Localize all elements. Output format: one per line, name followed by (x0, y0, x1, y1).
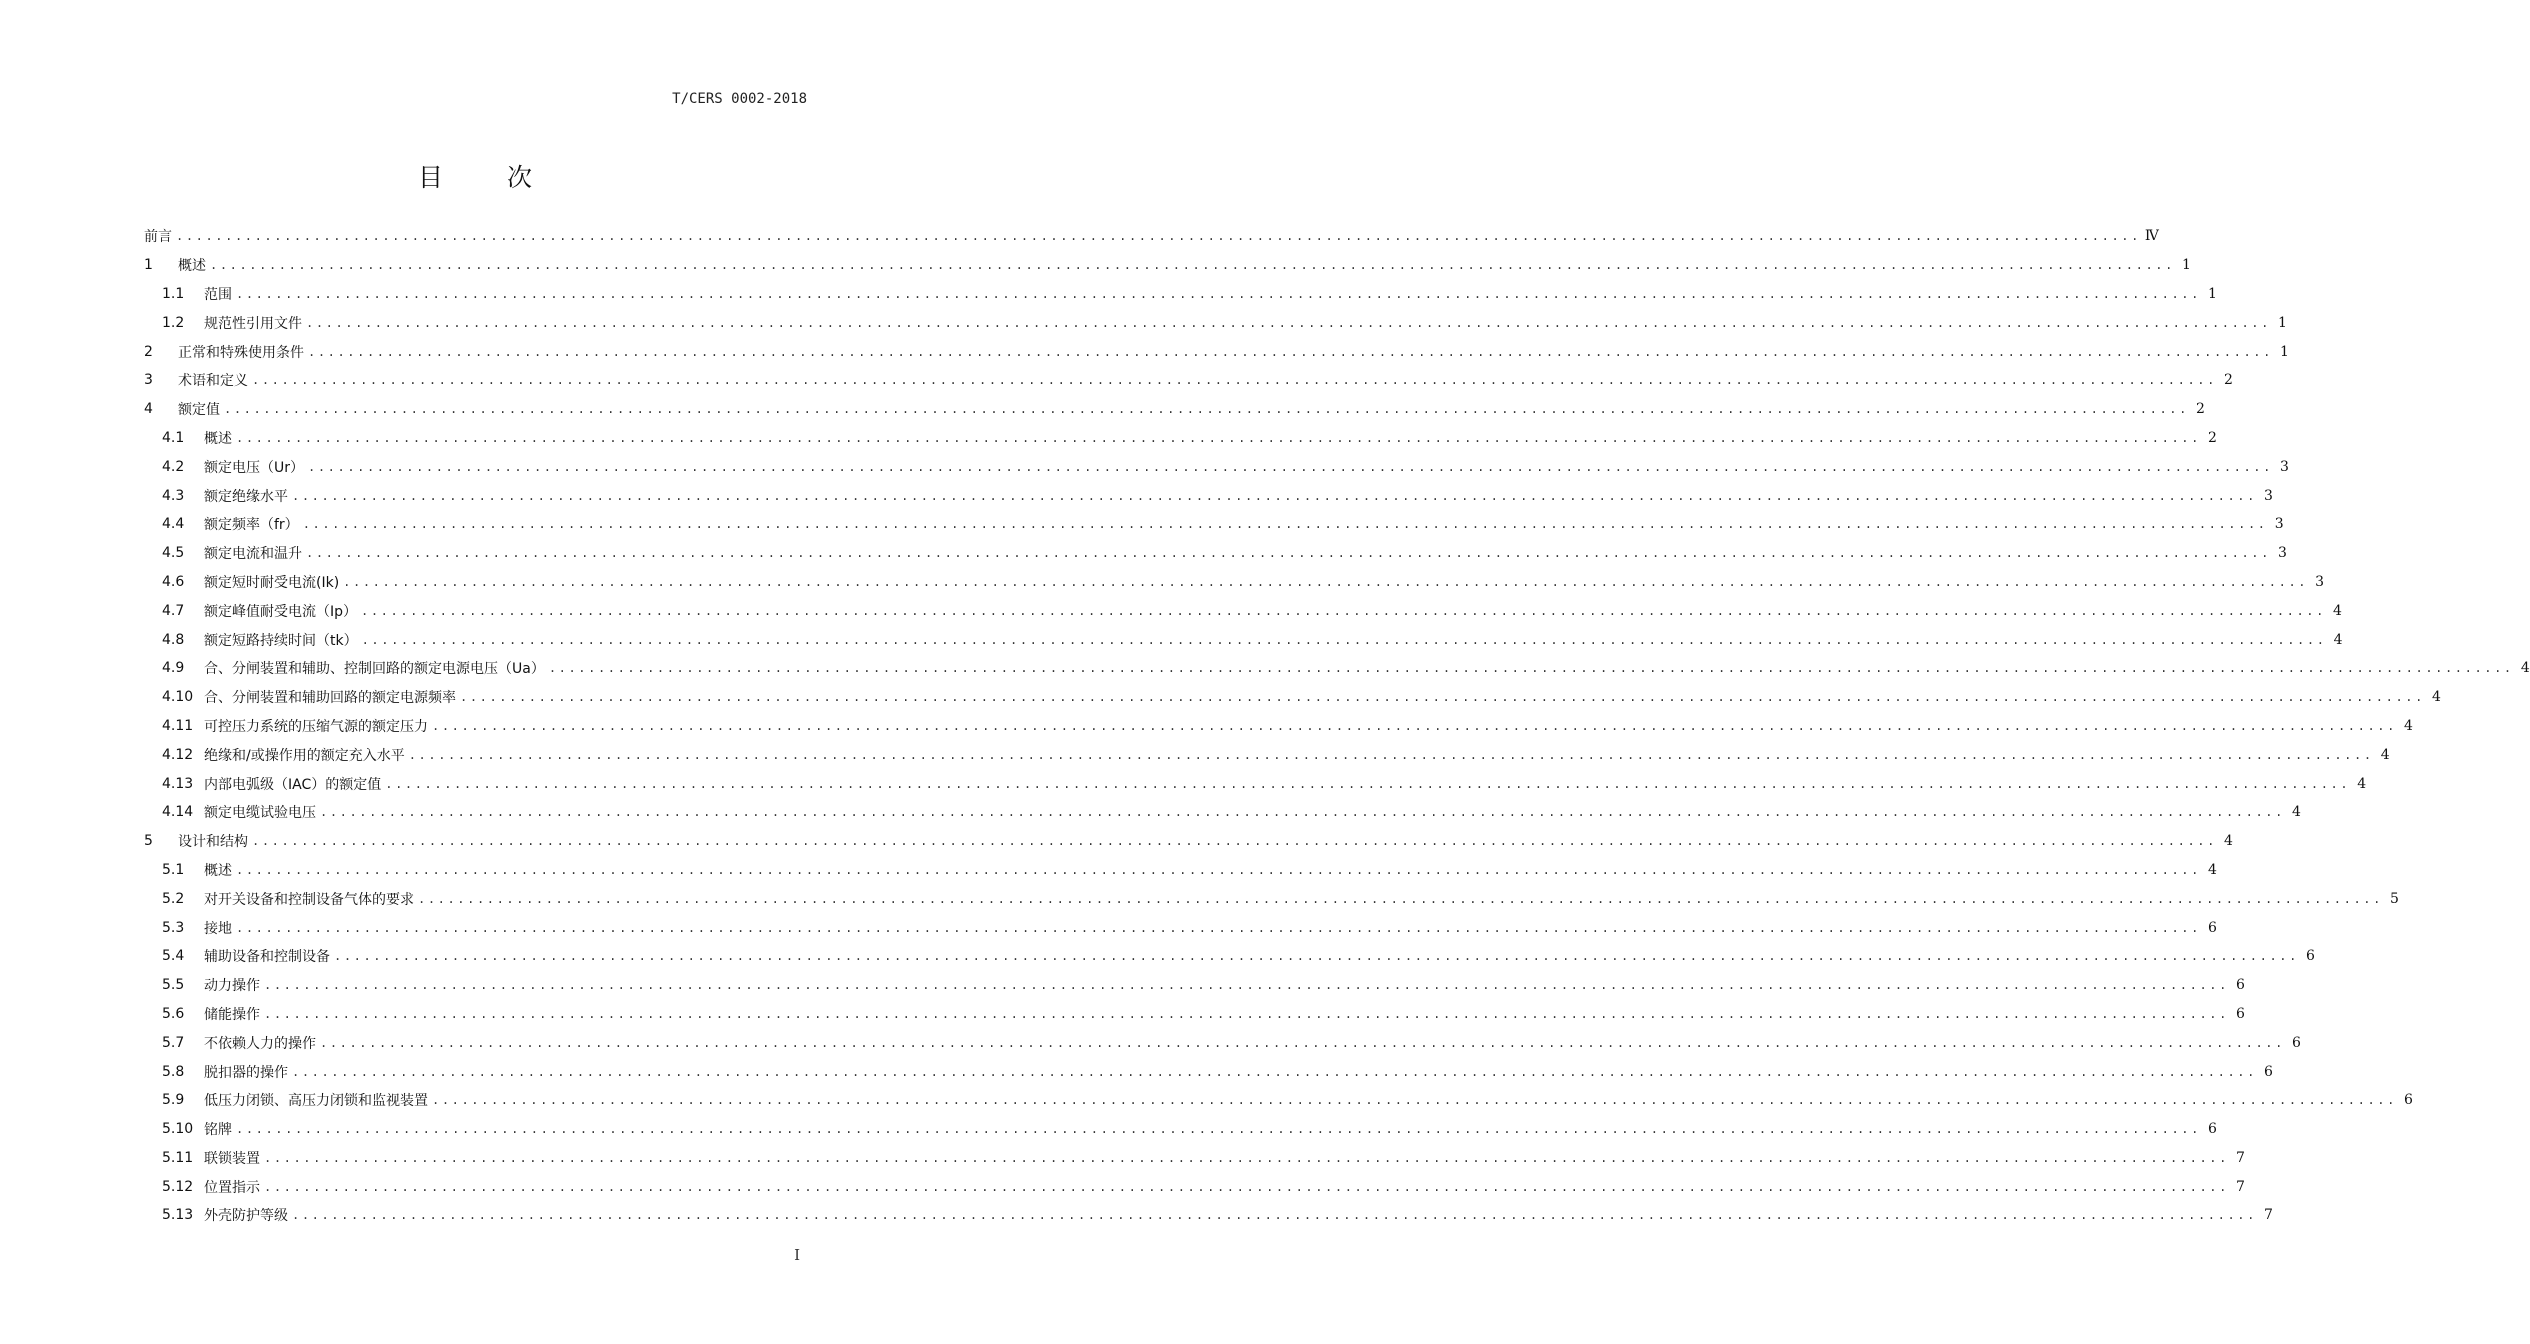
toc-entry-title: 额定峰值耐受电流（Ip） (204, 603, 358, 620)
footer-page-number: I (794, 1246, 800, 1264)
toc-entry-number: 4.1 (162, 429, 185, 446)
toc-leader-dots: ........................................................................................................................................................................................................ (264, 1179, 2229, 1194)
toc-entry[interactable] (144, 683, 2441, 712)
toc-entry[interactable] (144, 1201, 2273, 1230)
toc-entry-title: 概述 (178, 258, 206, 275)
toc-entry[interactable] (144, 596, 2342, 625)
toc-entry-title: 术语和定义 (178, 373, 248, 390)
toc-entry-number: 5.2 (162, 890, 185, 907)
toc-entry[interactable] (144, 769, 2367, 798)
toc-entry-number: 4.2 (162, 458, 185, 475)
toc-entry[interactable] (144, 568, 2325, 597)
toc-leader-dots: ........................................................................................................................................................................................................ (176, 229, 2141, 244)
toc-entry-title: 概述 (204, 430, 232, 447)
toc-entry[interactable] (144, 942, 2315, 971)
toc-entry-number: 5 (144, 833, 153, 850)
toc-entry[interactable] (144, 539, 2287, 568)
toc-entry-title: 可控压力系统的压缩气源的额定压力 (204, 718, 428, 735)
toc-entry[interactable] (144, 1144, 2245, 1173)
toc-entry[interactable] (144, 452, 2289, 481)
toc-leader-dots: ........................................................................................................................................................................................................ (236, 1122, 2201, 1137)
toc-entry-page: 4 (2380, 746, 2390, 763)
toc-entry[interactable] (144, 625, 2343, 654)
toc-leader-dots: ........................................................................................................................................................................................................ (320, 1035, 2285, 1050)
toc-entry-page: 6 (2264, 1063, 2273, 1080)
toc-leader-dots: ........................................................................................................................................................................................................ (343, 574, 2309, 589)
toc-entry-page: 3 (2315, 573, 2325, 590)
toc-entry[interactable] (144, 308, 2287, 337)
toc-leader-dots: ........................................................................................................................................................................................................ (236, 286, 2201, 301)
toc-entry-title: 合、分闸装置和辅助、控制回路的额定电源电压（Ua） (204, 661, 545, 678)
toc-entry-page: 4 (2432, 689, 2441, 706)
toc-entry[interactable] (144, 1000, 2245, 1029)
toc-entry-page: 3 (2280, 458, 2289, 475)
toc-leader-dots: ........................................................................................................................................................................................................ (460, 690, 2425, 705)
toc-leader-dots: ........................................................................................................................................................................................................ (236, 430, 2201, 445)
toc-entry-page: 6 (2208, 919, 2217, 936)
toc-leader-dots: ........................................................................................................................................................................................................ (292, 488, 2257, 503)
toc-entry-title: 范围 (204, 286, 232, 303)
toc-entry[interactable] (144, 1086, 2413, 1115)
toc-entry-page: 6 (2404, 1092, 2413, 1109)
toc-entry[interactable] (144, 510, 2284, 539)
toc-leader-dots: ........................................................................................................................................................................................................ (548, 661, 2514, 676)
toc-entry[interactable] (144, 280, 2217, 309)
toc-entry-title: 绝缘和/或操作用的额定充入水平 (204, 747, 405, 764)
toc-entry-title: 合、分闸装置和辅助回路的额定电源频率 (204, 690, 456, 707)
toc-entry-number: 5.11 (162, 1149, 194, 1166)
toc-entry-page: 2 (2196, 401, 2205, 418)
toc-entry[interactable] (144, 1115, 2217, 1144)
toc-leader-dots: ........................................................................................................................................................................................................ (224, 402, 2189, 417)
toc-leader-dots: ........................................................................................................................................................................................................ (264, 1150, 2229, 1165)
toc-leader-dots: ........................................................................................................................................................................................................ (361, 603, 2326, 618)
toc-entry-title: 脱扣器的操作 (204, 1064, 288, 1081)
toc-entry-page: 5 (2390, 890, 2399, 907)
toc-entry-number: 4.9 (162, 660, 185, 677)
toc-leader-dots: ........................................................................................................................................................................................................ (306, 315, 2271, 330)
toc-leader-dots: ........................................................................................................................................................................................................ (308, 459, 2273, 474)
toc-entry-title: 外壳防护等级 (204, 1208, 288, 1225)
toc-entry-number: 5.7 (162, 1034, 185, 1051)
toc-entry-page: 7 (2264, 1207, 2273, 1224)
toc-entry-number: 5.10 (162, 1121, 194, 1138)
toc-entry-title: 概述 (204, 862, 232, 879)
toc-entry-number: 5.6 (162, 1005, 185, 1022)
toc-leader-dots: ........................................................................................................................................................................................................ (302, 517, 2268, 532)
toc-entry[interactable] (144, 481, 2273, 510)
toc-leader-dots: ........................................................................................................................................................................................................ (308, 344, 2273, 359)
toc-entry-title: 设计和结构 (178, 834, 248, 851)
toc-entry-number: 4.14 (162, 804, 194, 821)
toc-entry-number: 5.13 (162, 1207, 194, 1224)
toc-entry-number: 4.6 (162, 573, 185, 590)
toc-entry-page: 6 (2306, 948, 2315, 965)
toc-entry-number: 5.3 (162, 919, 185, 936)
toc-leader-dots: ........................................................................................................................................................................................................ (361, 632, 2327, 647)
toc-entry-page: 1 (2278, 314, 2287, 331)
toc-entry-number: 3 (144, 372, 153, 389)
toc-entry-page: 2 (2224, 372, 2233, 389)
toc-entry-number: 4.4 (162, 516, 185, 533)
toc-entry-title: 额定值 (178, 402, 220, 419)
toc-entry[interactable] (144, 884, 2399, 913)
toc-entry[interactable] (144, 971, 2245, 1000)
toc-entry-number: 4.10 (162, 689, 194, 706)
toc-entry-title: 动力操作 (204, 978, 260, 995)
toc-entry[interactable] (144, 856, 2217, 885)
toc-entry-title: 规范性引用文件 (204, 315, 302, 332)
toc-leader-dots: ........................................................................................................................................................................................................ (292, 1208, 2257, 1223)
toc-entry[interactable] (144, 740, 2390, 769)
toc-entry[interactable] (144, 1057, 2273, 1086)
toc-leader-dots: ........................................................................................................................................................................................................ (236, 862, 2201, 877)
toc-entry-number: 4.5 (162, 545, 185, 562)
toc-entry-page: 3 (2264, 487, 2273, 504)
toc-entry-number: 1.2 (162, 314, 185, 331)
toc-leader-dots: ........................................................................................................................................................................................................ (432, 1093, 2397, 1108)
toc-entry-page: 4 (2333, 602, 2342, 619)
toc-entry-page: 1 (2280, 343, 2289, 360)
toc-leader-dots: ........................................................................................................................................................................................................ (252, 834, 2217, 849)
toc-entry-title: 额定短时耐受电流(Ik) (204, 574, 340, 591)
toc-entry[interactable] (144, 424, 2217, 453)
toc-entry-number: 4.7 (162, 602, 185, 619)
toc-entry-title: 接地 (204, 920, 232, 937)
toc-entry-page: 4 (2333, 631, 2343, 648)
toc-entry[interactable] (144, 798, 2301, 827)
toc-entry-title: 辅助设备和控制设备 (204, 949, 330, 966)
toc-leader-dots: ........................................................................................................................................................................................................ (236, 920, 2201, 935)
toc-entry-number: 4.8 (162, 631, 185, 648)
toc-entry-title: 额定电流和温升 (204, 546, 302, 563)
toc-entry-title: 位置指示 (204, 1179, 260, 1196)
toc-entry-number: 5.12 (162, 1178, 194, 1195)
toc-entry[interactable] (144, 827, 2233, 856)
toc-entry-page: 4 (2292, 804, 2301, 821)
toc-leader-dots: ........................................................................................................................................................................................................ (252, 373, 2217, 388)
toc-entry-title: 内部电弧级（IAC）的额定值 (204, 776, 382, 793)
toc-entry-page: 4 (2357, 775, 2367, 792)
toc-leader-dots: ........................................................................................................................................................................................................ (264, 978, 2229, 993)
toc-entry-title: 对开关设备和控制设备气体的要求 (204, 891, 414, 908)
toc-leader-dots: ........................................................................................................................................................................................................ (334, 949, 2299, 964)
toc-entry-number: 1.1 (162, 285, 185, 302)
table-of-contents (144, 222, 2530, 1230)
toc-entry[interactable] (144, 366, 2233, 395)
toc-entry-title: 低压力闭锁、高压力闭锁和监视装置 (204, 1093, 428, 1110)
toc-leader-dots: ........................................................................................................................................................................................................ (306, 546, 2271, 561)
toc-entry-page: 3 (2278, 545, 2287, 562)
toc-leader-dots: ........................................................................................................................................................................................................ (320, 805, 2285, 820)
toc-entry-title: 储能操作 (204, 1006, 260, 1023)
toc-leader-dots: ........................................................................................................................................................................................................ (418, 891, 2383, 906)
toc-entry-number: 5.8 (162, 1063, 185, 1080)
toc-entry[interactable] (144, 337, 2289, 366)
toc-entry[interactable] (144, 251, 2191, 280)
toc-entry-title: 额定短路持续时间（tk） (204, 632, 358, 649)
toc-leader-dots: ........................................................................................................................................................................................................ (432, 718, 2397, 733)
toc-entry-page: 4 (2404, 717, 2413, 734)
document-code: T/CERS 0002-2018 (672, 91, 807, 107)
toc-entry-number: 5.9 (162, 1092, 185, 1109)
toc-entry-title: 联锁装置 (204, 1150, 260, 1167)
toc-entry-page: 1 (2182, 257, 2191, 274)
toc-entry-title: 前言 (144, 229, 172, 246)
toc-entry-page: 2 (2208, 429, 2217, 446)
toc-entry[interactable] (144, 712, 2413, 741)
toc-entry-title: 不依赖人力的操作 (204, 1035, 316, 1052)
toc-entry-page: 4 (2520, 660, 2530, 677)
toc-entry-number: 2 (144, 343, 153, 360)
toc-entry-title: 额定电压（Ur） (204, 459, 305, 476)
toc-entry[interactable] (144, 913, 2217, 942)
toc-entry[interactable] (144, 1028, 2301, 1057)
toc-entry-title: 正常和特殊使用条件 (178, 344, 304, 361)
toc-entry-page: 6 (2292, 1034, 2301, 1051)
toc-entry-title: 额定绝缘水平 (204, 488, 288, 505)
toc-entry-number: 5.5 (162, 977, 185, 994)
toc-entry[interactable] (144, 395, 2205, 424)
toc-leader-dots: ........................................................................................................................................................................................................ (408, 747, 2374, 762)
toc-entry-number: 5.4 (162, 948, 185, 965)
toc-entry-page: 1 (2208, 285, 2217, 302)
toc-entry-number: 4.11 (162, 717, 194, 734)
toc-entry-number: 4.12 (162, 746, 194, 763)
toc-entry[interactable] (144, 222, 2159, 251)
toc-entry[interactable] (144, 1172, 2245, 1201)
toc-leader-dots: ........................................................................................................................................................................................................ (264, 1006, 2229, 1021)
toc-entry-title: 额定电缆试验电压 (204, 805, 316, 822)
toc-entry-page: 6 (2236, 1005, 2245, 1022)
toc-entry-title: 额定频率（fr） (204, 517, 299, 534)
toc-entry-page: 7 (2236, 1178, 2245, 1195)
toc-entry-title: 铭牌 (204, 1122, 232, 1139)
toc-leader-dots: ........................................................................................................................................................................................................ (210, 258, 2175, 273)
toc-entry[interactable] (144, 654, 2530, 683)
toc-entry-page: Ⅳ (2144, 228, 2159, 245)
toc-entry-page: 3 (2274, 516, 2284, 533)
toc-entry-number: 5.1 (162, 861, 185, 878)
toc-leader-dots: ........................................................................................................................................................................................................ (292, 1064, 2257, 1079)
toc-entry-number: 4 (144, 401, 153, 418)
toc-entry-number: 4.13 (162, 775, 194, 792)
toc-leader-dots: ........................................................................................................................................................................................................ (385, 776, 2351, 791)
toc-entry-page: 6 (2208, 1121, 2217, 1138)
toc-entry-number: 1 (144, 257, 153, 274)
toc-entry-number: 4.3 (162, 487, 185, 504)
toc-entry-page: 7 (2236, 1149, 2245, 1166)
page-title: 目 次 (418, 163, 560, 192)
toc-entry-page: 4 (2208, 861, 2217, 878)
toc-entry-page: 4 (2224, 833, 2233, 850)
toc-entry-page: 6 (2236, 977, 2245, 994)
